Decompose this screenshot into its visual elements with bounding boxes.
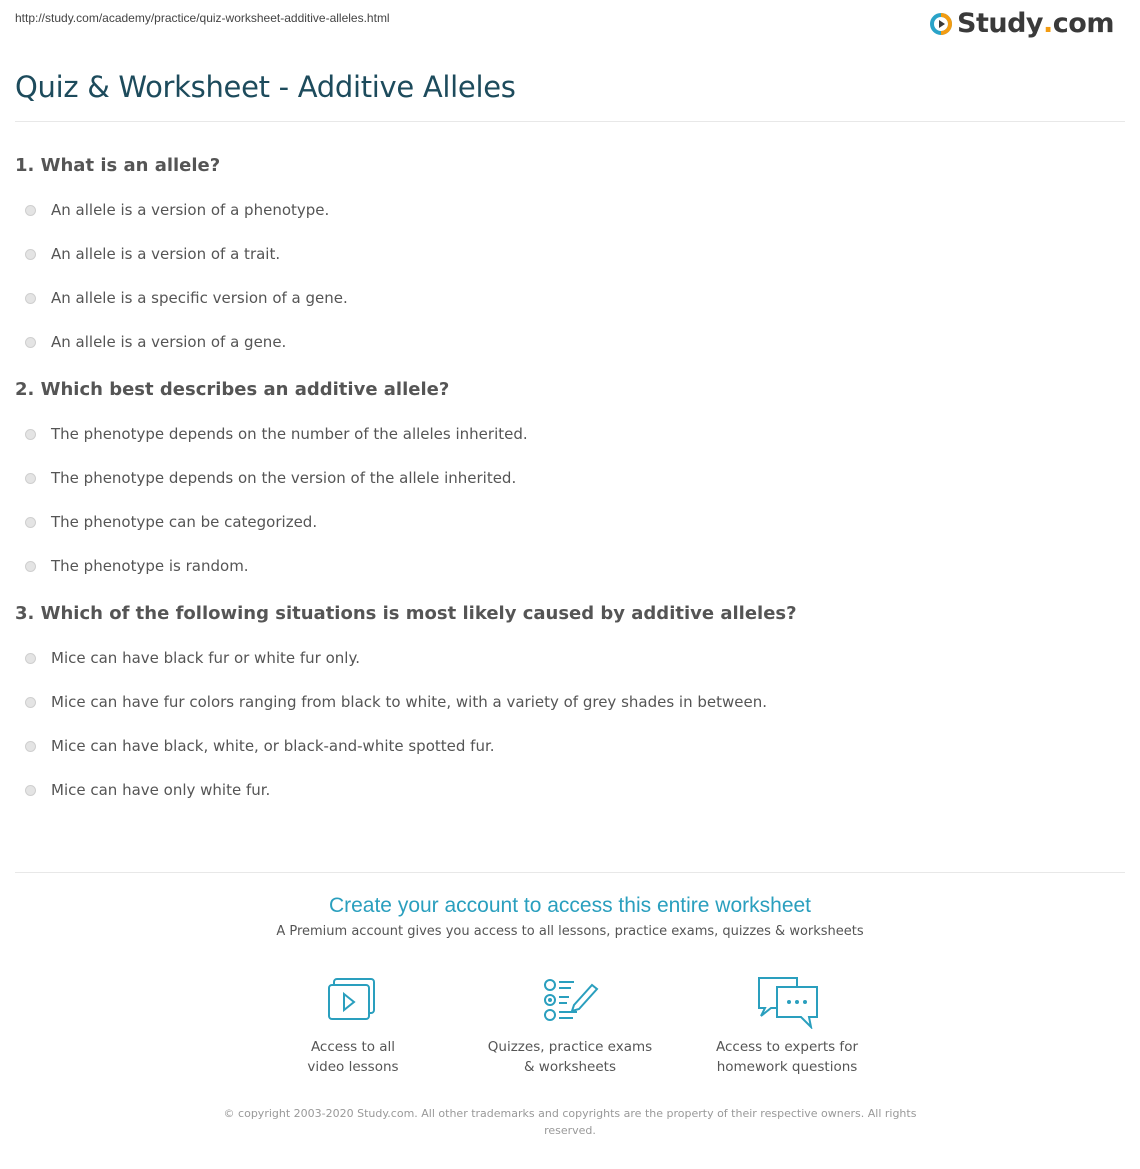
cta-title-link[interactable]: Create your account to access this entire worksheet [328, 894, 812, 917]
answer-option[interactable] [15, 420, 1115, 448]
feature-line: Access to experts for [715, 1039, 858, 1055]
video-lessons-icon [326, 975, 380, 1029]
study-logo[interactable] [929, 8, 1114, 39]
question-label: 2. Which best describes an additive allele? [15, 379, 450, 400]
features [0, 975, 1140, 1077]
answer-text: The phenotype is random. [51, 557, 249, 575]
answer-text: Mice can have only white fur. [51, 781, 271, 799]
feature-experts [679, 975, 896, 1077]
radio-button[interactable] [25, 561, 36, 572]
feature-line: & worksheets [523, 1059, 616, 1075]
divider [15, 872, 1125, 873]
radio-button[interactable] [25, 517, 36, 528]
answer-text: The phenotype depends on the version of the allele inherited. [51, 469, 517, 487]
answer-text: Mice can have fur colors ranging from black to white, with a variety of grey shades in between. [51, 693, 767, 711]
question [15, 600, 1115, 804]
feature-quizzes [462, 975, 679, 1077]
feature-video [245, 975, 462, 1077]
quiz [15, 152, 1115, 824]
radio-button[interactable] [25, 205, 36, 216]
answer-text: Mice can have black fur or white fur only. [51, 649, 360, 667]
feature-line: video lessons [307, 1059, 399, 1075]
feature-line: homework questions [716, 1059, 858, 1075]
radio-button[interactable] [25, 741, 36, 752]
radio-button[interactable] [25, 473, 36, 484]
quiz-icon [540, 975, 600, 1029]
answer-option[interactable] [15, 732, 1115, 760]
answer-text: An allele is a specific version of a gene. [51, 289, 348, 307]
answer-option[interactable] [15, 284, 1115, 312]
answer-option[interactable] [15, 240, 1115, 268]
chat-icon [755, 975, 819, 1029]
divider [15, 121, 1125, 122]
question-label: 1. What is an allele? [15, 155, 221, 176]
answer-text: The phenotype can be categorized. [51, 513, 318, 531]
answer-option[interactable] [15, 328, 1115, 356]
feature-line: Quizzes, practice exams [487, 1039, 653, 1055]
question [15, 152, 1115, 356]
logo-dot: . [1043, 8, 1053, 39]
radio-button[interactable] [25, 337, 36, 348]
cta [0, 894, 1140, 939]
radio-button[interactable] [25, 653, 36, 664]
answer-text: An allele is a version of a trait. [51, 245, 281, 263]
radio-button[interactable] [25, 293, 36, 304]
page-title: Quiz & Worksheet - Additive Alleles [15, 70, 516, 104]
radio-button[interactable] [25, 429, 36, 440]
question-label: 3. Which of the following situations is most likely caused by additive alleles? [15, 603, 797, 624]
page-url: http://study.com/academy/practice/quiz-worksheet-additive-alleles.html [15, 11, 390, 25]
play-logo-icon [929, 12, 953, 36]
logo-text: Study [957, 8, 1044, 39]
question [15, 376, 1115, 580]
answer-option[interactable] [15, 688, 1115, 716]
radio-button[interactable] [25, 249, 36, 260]
copyright: © copyright 2003-2020 Study.com. All other trademarks and copyrights are the property of their respective owners. All rights reserved. [223, 1107, 917, 1137]
radio-button[interactable] [25, 697, 36, 708]
answer-option[interactable] [15, 552, 1115, 580]
logo-tld: com [1052, 8, 1114, 39]
answer-option[interactable] [15, 644, 1115, 672]
answer-text: An allele is a version of a phenotype. [51, 201, 330, 219]
answer-text: The phenotype depends on the number of the alleles inherited. [51, 425, 528, 443]
answer-text: Mice can have black, white, or black-and-white spotted fur. [51, 737, 495, 755]
radio-button[interactable] [25, 785, 36, 796]
feature-line: Access to all [310, 1039, 396, 1055]
answer-option[interactable] [15, 508, 1115, 536]
answer-text: An allele is a version of a gene. [51, 333, 287, 351]
answer-option[interactable] [15, 776, 1115, 804]
answer-option[interactable] [15, 196, 1115, 224]
cta-subtitle: A Premium account gives you access to all lessons, practice exams, quizzes & worksheets [276, 924, 864, 939]
answer-option[interactable] [15, 464, 1115, 492]
